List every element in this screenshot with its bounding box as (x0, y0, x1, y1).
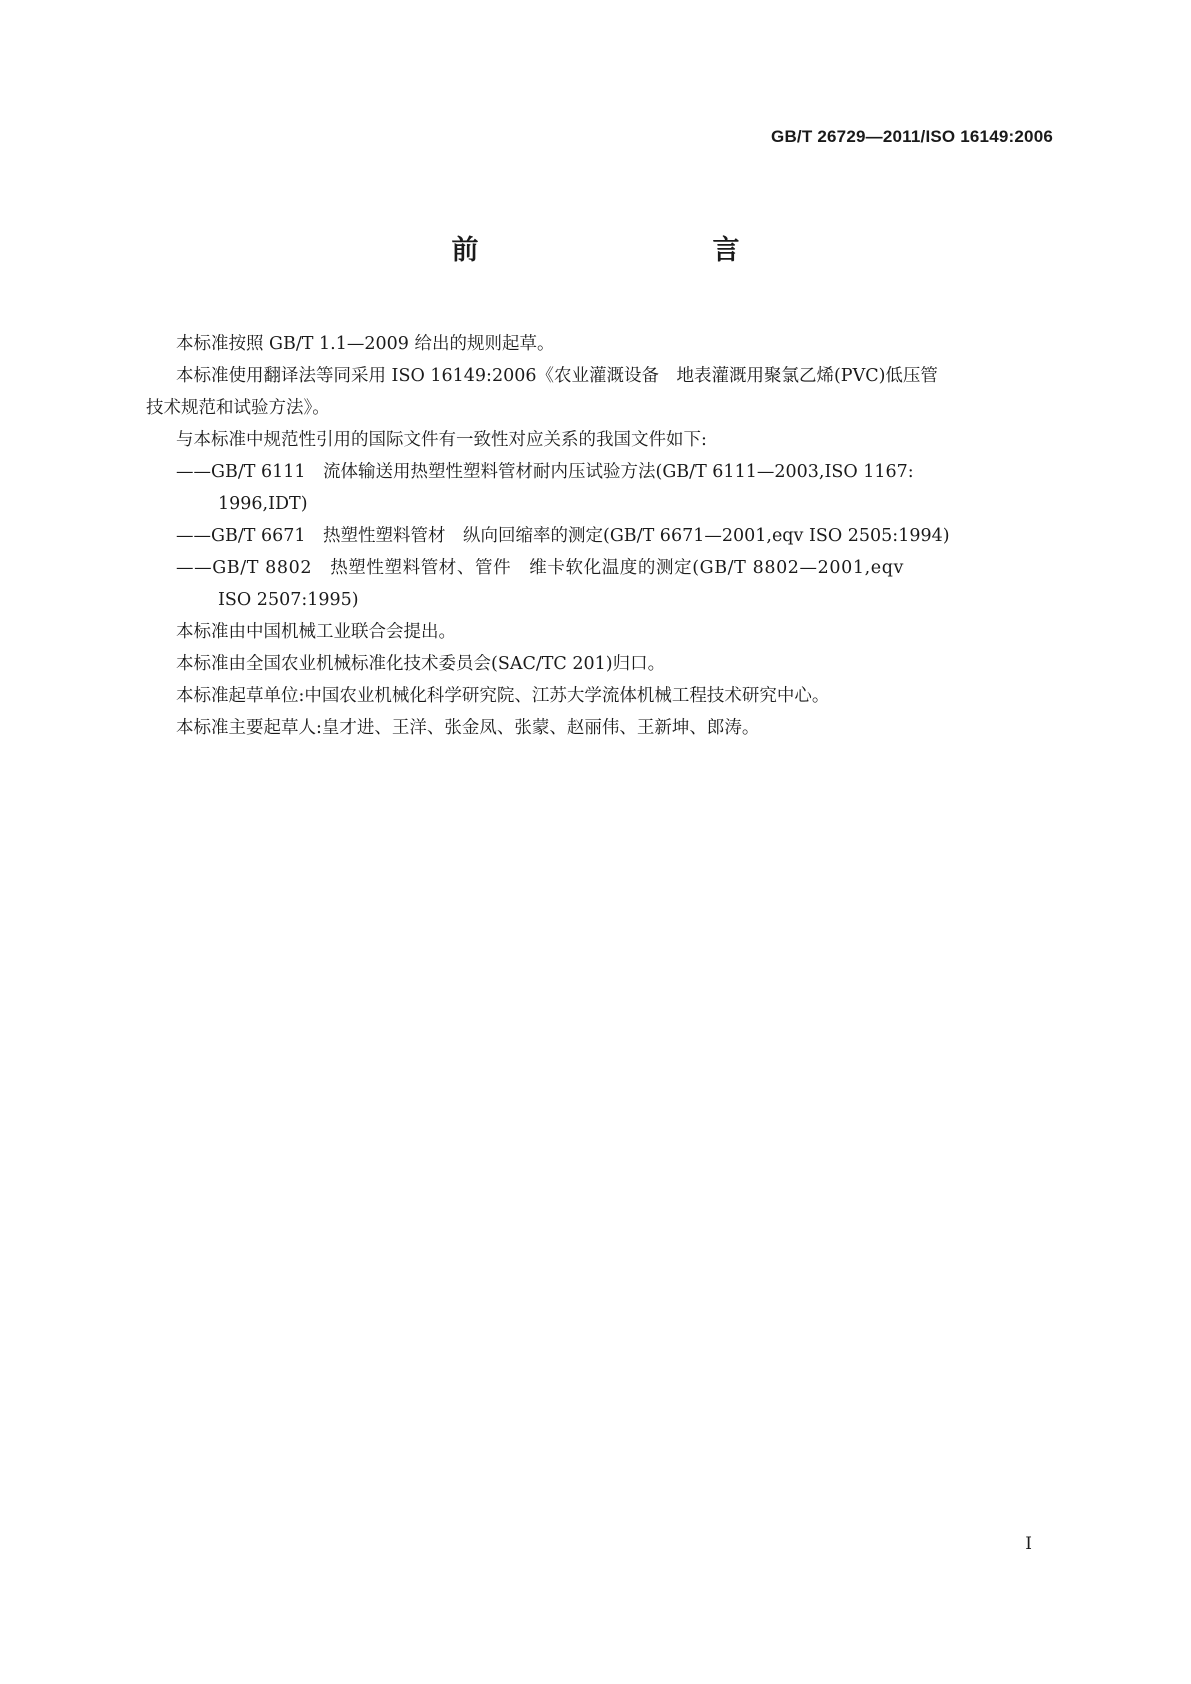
page-number: I (1025, 1534, 1032, 1554)
reference-gbt6671-line1: ——GB/T 6671 热塑性塑料管材 纵向回缩率的测定(GB/T 6671—2001,eqv ISO 2505:1994) (176, 526, 950, 546)
page-title: 前 言 (451, 235, 800, 266)
standard-code-header: GB/T 26729—2011/ISO 16149:2006 (771, 127, 1053, 146)
foreword-body (146, 328, 1058, 744)
reference-gbt8802-line1: ——GB/T 8802 热塑性塑料管材、管件 维卡软化温度的测定(GB/T 8802—2001,eqv (176, 558, 904, 578)
reference-gbt6111-line2: 1996,IDT) (218, 494, 308, 514)
reference-gbt6111-line1: ——GB/T 6111 流体输送用热塑性塑料管材耐内压试验方法(GB/T 6111—2003,ISO 1167: (176, 462, 914, 482)
reference-item-gbt8802 (158, 552, 1058, 616)
paragraph-adoption-line1: 本标准使用翻译法等同采用 ISO 16149:2006《农业灌溉设备 地表灌溉用聚氯乙烯(PVC)低压管 (176, 366, 938, 386)
paragraph-reference-intro: 与本标准中规范性引用的国际文件有一致性对应关系的我国文件如下: (176, 430, 707, 450)
paragraph-technical-committee: 本标准由全国农业机械标准化技术委员会(SAC/TC 201)归口。 (176, 654, 666, 674)
paragraph-drafters: 本标准主要起草人:皇才进、王洋、张金凤、张蒙、赵丽伟、王新坤、郎涛。 (176, 718, 760, 738)
reference-item-gbt6111 (158, 456, 1058, 520)
reference-gbt8802-line2: ISO 2507:1995) (218, 590, 359, 610)
paragraph-drafting-units: 本标准起草单位:中国农业机械化科学研究院、江苏大学流体机械工程技术研究中心。 (176, 686, 830, 706)
reference-item-gbt6671 (158, 520, 1058, 552)
paragraph-adoption-line2: 技术规范和试验方法》。 (146, 398, 330, 418)
paragraph-drafting-rules: 本标准按照 GB/T 1.1—2009 给出的规则起草。 (176, 334, 555, 354)
paragraph-proposed-by: 本标准由中国机械工业联合会提出。 (176, 622, 456, 642)
